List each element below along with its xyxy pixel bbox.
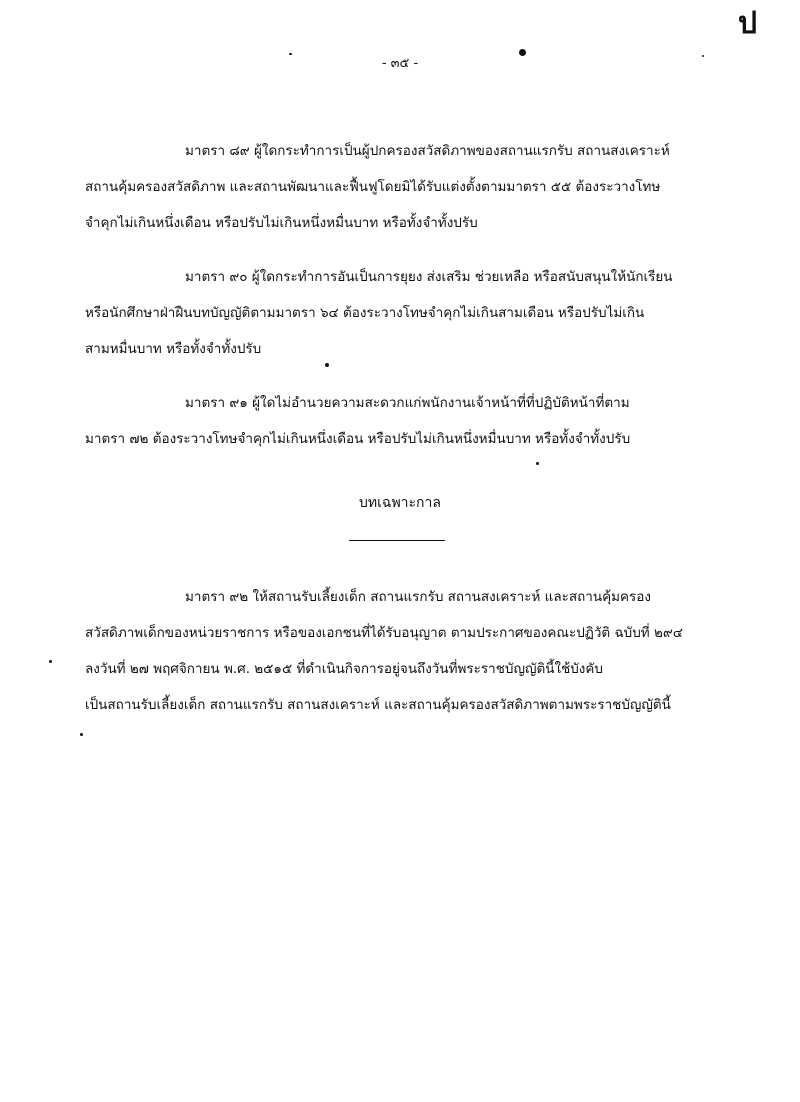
- section-92-line-2: สวัสดิภาพเด็กของหน่วยราชการ หรือของเอกชนที่ได้รับอนุญาต ตามประกาศของคณะปฏิวัติ ฉบับที่ ๒๙๔: [85, 625, 684, 641]
- heading-underline: [349, 540, 445, 541]
- section-92: [85, 582, 725, 720]
- scan-speck: [519, 49, 526, 56]
- section-91: [85, 388, 725, 454]
- section-90: [85, 262, 725, 364]
- section-90-line-3: สามหมื่นบาท หรือทั้งจำทั้งปรับ: [85, 341, 262, 357]
- scan-speck: [325, 363, 329, 367]
- section-91-line-2: มาตรา ๗๒ ต้องระวางโทษจำคุกไม่เกินหนึ่งเดือน หรือปรับไม่เกินหนึ่งหมื่นบาท หรือทั้งจำทั้งปรับ: [85, 431, 631, 447]
- scan-speck: [80, 733, 83, 736]
- section-89-line-3: จำคุกไม่เกินหนึ่งเดือน หรือปรับไม่เกินหนึ่งหมื่นบาท หรือทั้งจำทั้งปรับ: [85, 215, 478, 231]
- section-90-line-2: หรือนักศึกษาฝ่าฝืนบทบัญญัติตามมาตรา ๖๔ ต้องระวางโทษจำคุกไม่เกินสามเดือน หรือปรับไม่เกิน: [85, 305, 645, 321]
- section-91-line-1: มาตรา ๙๑ ผู้ใดไม่อำนวยความสะดวกแก่พนักงานเจ้าหน้าที่ที่ปฏิบัติหน้าที่ตาม: [185, 395, 630, 411]
- section-92-line-1: มาตรา ๙๒ ให้สถานรับเลี้ยงเด็ก สถานแรกรับ สถานสงเคราะห์ และสถานคุ้มครอง: [185, 589, 652, 605]
- scan-speck: [536, 462, 539, 465]
- scan-speck: [702, 55, 704, 57]
- section-92-line-3: ลงวันที่ ๒๗ พฤศจิกายน พ.ศ. ๒๕๑๕ ที่ดำเนินกิจการอยู่จนถึงวันที่พระราชบัญญัตินี้ใช้บังคับ: [85, 661, 603, 677]
- section-90-line-1: มาตรา ๙๐ ผู้ใดกระทำการอันเป็นการยุยง ส่งเสริม ช่วยเหลือ หรือสนับสนุนให้นักเรียน: [185, 269, 673, 285]
- section-89-line-1: มาตรา ๘๙ ผู้ใดกระทำการเป็นผู้ปกครองสวัสดิภาพของสถานแรกรับ สถานสงเคราะห์: [185, 143, 670, 159]
- scan-speck: [49, 660, 52, 663]
- section-89: [85, 136, 725, 238]
- scan-speck: [289, 53, 292, 55]
- transitional-provisions-heading: บทเฉพาะกาล: [359, 495, 441, 511]
- page-number: - ๓๕ -: [381, 56, 419, 71]
- corner-handwritten-mark: ป: [738, 6, 758, 41]
- section-92-line-4: เป็นสถานรับเลี้ยงเด็ก สถานแรกรับ สถานสงเคราะห์ และสถานคุ้มครองสวัสดิภาพตามพระราชบัญญัตินี้: [85, 697, 671, 713]
- section-89-line-2: สถานคุ้มครองสวัสดิภาพ และสถานพัฒนาและฟื้นฟูโดยมิได้รับแต่งตั้งตามมาตรา ๕๕ ต้องระวางโทษ: [85, 179, 661, 195]
